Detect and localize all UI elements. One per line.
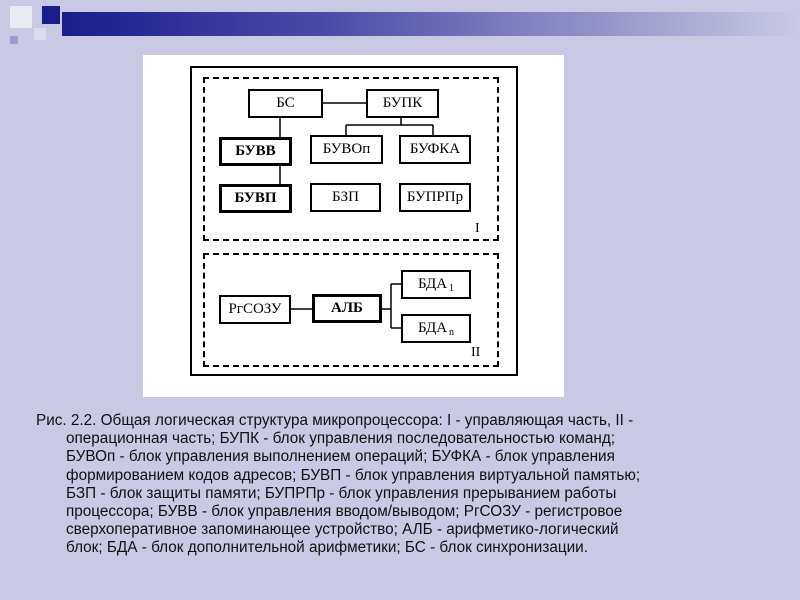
caption-line: БЗП - блок защиты памяти; БУПРПр - блок управления прерыванием работы [66, 484, 617, 502]
caption-line: операционная часть; БУПК - блок управления последовательностью команд; [66, 430, 616, 448]
block-buvp-label: БУВП [234, 190, 277, 206]
block-buvv [219, 137, 292, 166]
gradient-bar [62, 12, 800, 36]
decor-square [10, 6, 32, 28]
decor-square [42, 6, 60, 24]
block-rgsozu-label: РгСОЗУ [228, 301, 282, 317]
block-bs [248, 89, 323, 118]
decor-square [10, 36, 18, 44]
block-bda-n-label: БДА [417, 320, 448, 336]
block-bda-1-subscript: 1 [449, 283, 455, 294]
block-bda-n-subscript: n [449, 327, 455, 338]
caption-line: сверхоперативное запоминающее устройство; АЛБ - арифметико-логический [66, 521, 619, 539]
block-buvp [219, 184, 292, 213]
title-decoration [0, 0, 800, 50]
block-bufka-label: БУФКА [409, 141, 461, 157]
block-bupk-label: БУПК [382, 95, 423, 111]
block-buvv-label: БУВВ [235, 143, 276, 159]
block-buprpr [399, 183, 471, 212]
caption-line: БУВОп - блок управления выполнением операций; БУФКА - блок управления [66, 448, 615, 466]
block-bs-label: БС [276, 95, 295, 111]
block-bda-n [401, 314, 471, 343]
block-rgsozu [219, 295, 291, 324]
caption-line: Рис. 2.2. Общая логическая структура микропроцессора: I - управляющая часть, II - [36, 412, 634, 429]
section-label-i: I [475, 221, 480, 236]
caption-line: блок; БДА - блок дополнительной арифметики; БС - блок синхронизации. [66, 539, 588, 557]
block-buvop-label: БУВОп [322, 141, 371, 157]
block-bzp-label: БЗП [332, 189, 359, 205]
block-bupk [366, 89, 439, 118]
block-buvop [310, 135, 383, 164]
caption-line: формированием кодов адресов; БУВП - блок управления виртуальной памятью; [66, 466, 641, 484]
decor-square [34, 28, 46, 40]
figure-caption [36, 412, 766, 558]
block-alb-label: АЛБ [331, 300, 363, 316]
block-bzp [310, 183, 381, 212]
connector-lines [143, 55, 564, 397]
block-bufka [399, 135, 471, 164]
diagram-figure [143, 55, 564, 397]
block-bda-1 [401, 270, 471, 299]
block-bda-1-label: БДА [417, 276, 448, 292]
caption-line: процессора; БУВВ - блок управления вводом/выводом; РгСОЗУ - регистровое [66, 503, 623, 521]
block-buprpr-label: БУПРПр [406, 189, 464, 205]
block-alb [312, 294, 382, 323]
section-label-ii: II [471, 345, 481, 360]
